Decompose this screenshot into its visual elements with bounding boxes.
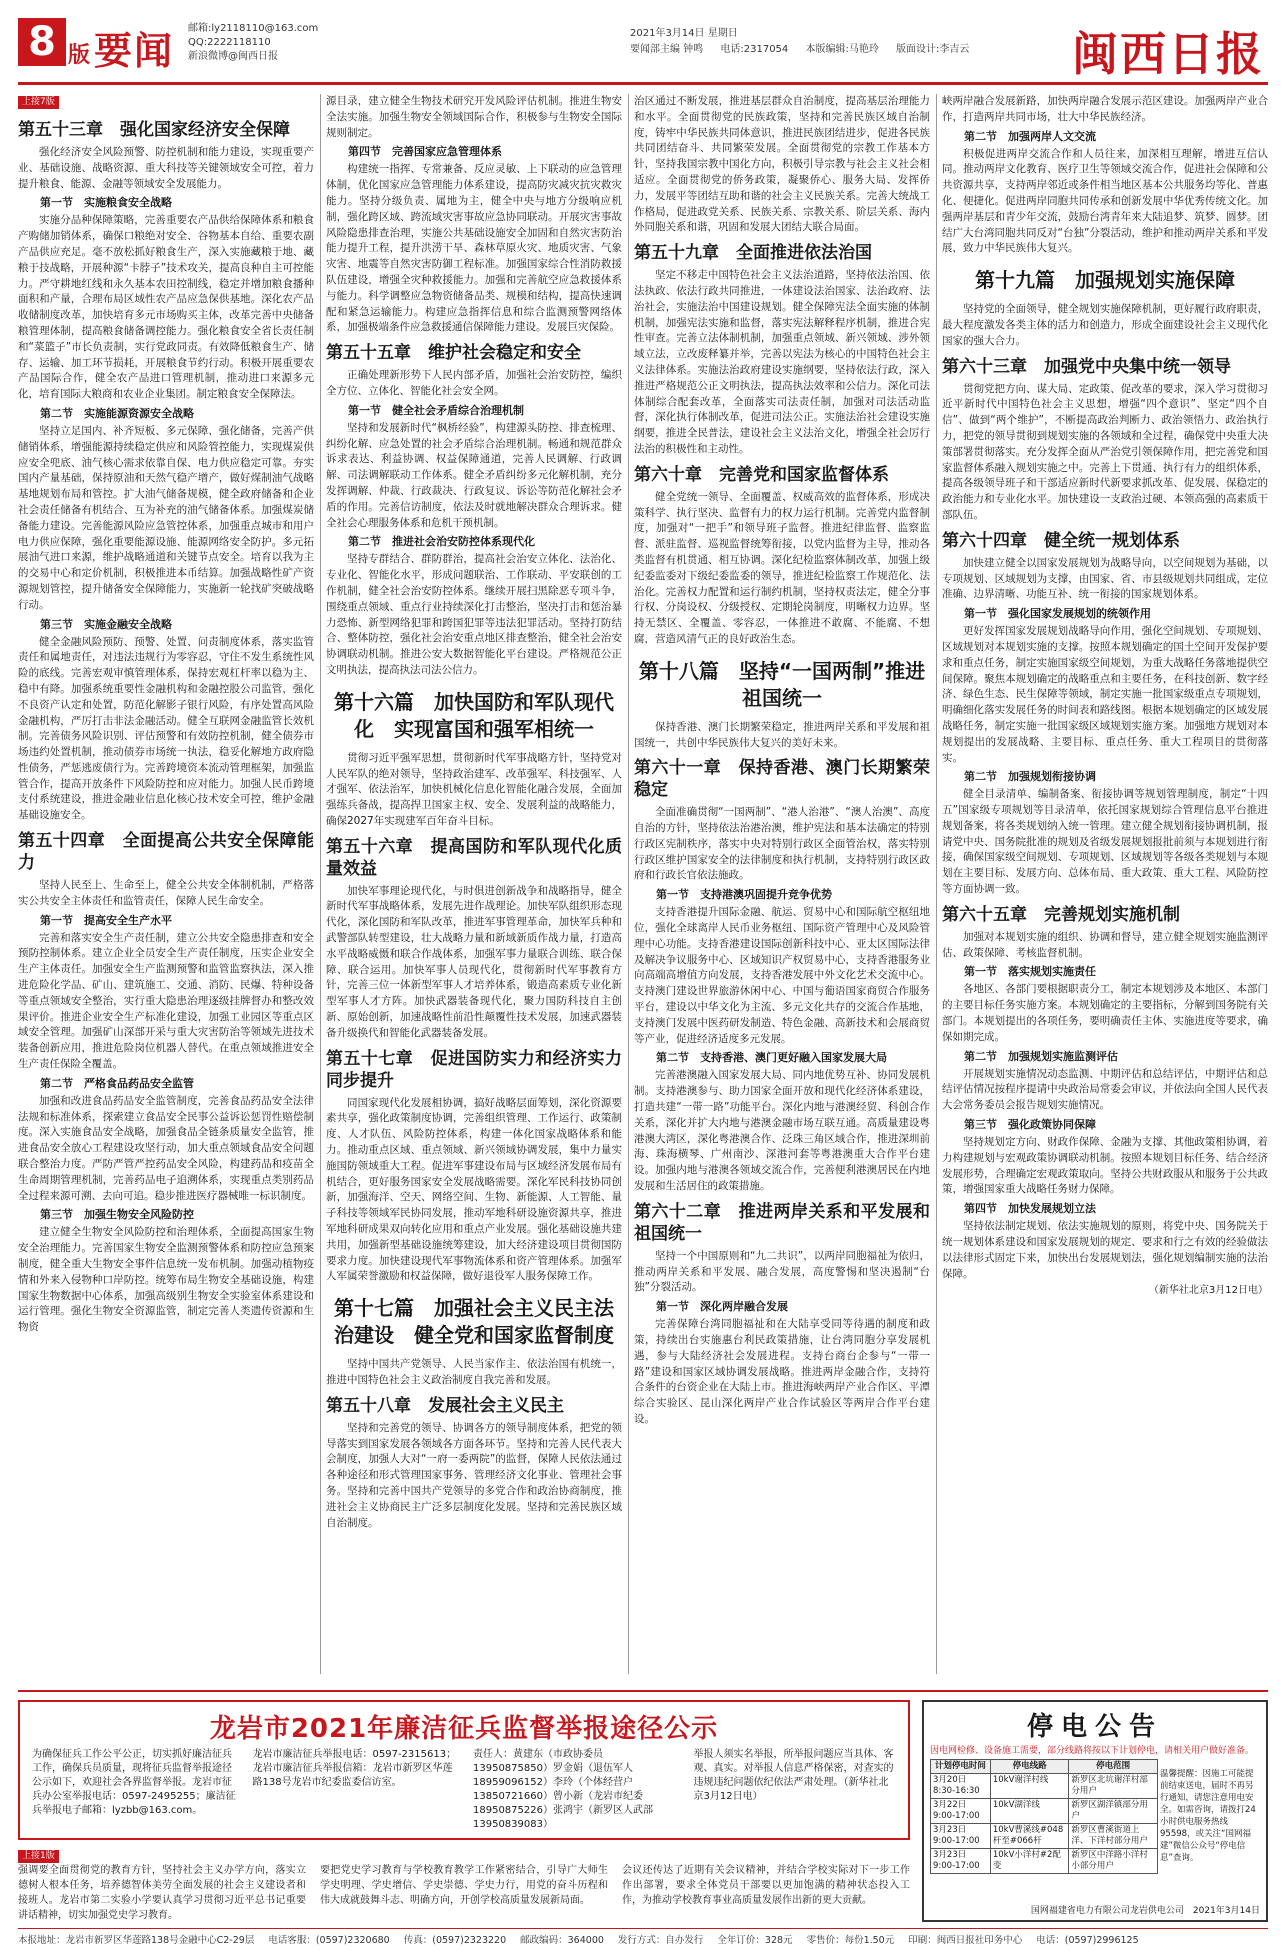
footer-postcode: 邮政编码：364000 xyxy=(520,1935,604,1946)
footer-service-phone: 电话客服：(0597)2320680 xyxy=(268,1935,390,1946)
article-column-3 xyxy=(634,94,930,1674)
section-heading: 第二节 加强规划实施监测评估 xyxy=(964,1049,1118,1063)
section-heading: 第一节 健全社会矛盾综合治理机制 xyxy=(348,403,524,417)
ad-block: 责任人：黄建东（市政协委员 13950875850）罗金娟（退伍军人 18959096152）李玲（个体经营户 13850721660）曾小新（龙岩市纪委 18950875226）张鸿宇（新罗区人武部 13950839083） xyxy=(473,1749,653,1830)
part-heading: 第十六篇 加快国防和军队现代化 实现富国和强军相统一 xyxy=(334,689,614,741)
section-title: 要闻 xyxy=(94,29,175,73)
section-heading: 第二节 加强两岸人文交流 xyxy=(964,129,1096,143)
outage-cell: 3月20日 8:30-16:30 xyxy=(931,1774,991,1799)
contact-qq: QQ:2222118110 xyxy=(188,37,271,48)
body-paragraph: 强化经济安全风险预警、防控机制和能力建设，实现重要产业、基础设施、战略资源、重大科技等关键领域安全可控，着力提升粮食、能源、金融等领域安全发展能力。 xyxy=(18,146,314,190)
body-paragraph: 坚持中国共产党领导、人民当家作主、依法治国有机统一，推进中国特色社会主义政治制度自我完善和发展。 xyxy=(326,1358,622,1387)
section-heading: 第二节 支持香港、澳门更好融入国家发展大局 xyxy=(656,1051,887,1065)
section-heading: 第二节 实施能源资源安全战略 xyxy=(40,406,194,420)
body-paragraph: 坚持立足国内、补齐短板、多元保障、强化储备，完善产供储销体系，增强能源持续稳定供应和风险管控能力，实现煤炭供应安全兜底、油气核心需求依靠自保、电力供应稳定可靠。夯实国内产量基础，保持原油和天然气稳产增产，做好煤制油气战略基地规划布局和管控。扩大油气储备规模，健全政府储备和企业社会责任储备有机结合、互为补充的油气储备体系。加强煤炭储备能力建设。完善能源风险应急管控体系，加强重点城市和用户电力供应保障，强化重要能源设施、能源网络安全防护。多元拓展油气进口来源，维护战略通道和关键节点安全。培育以我为主的交易中心和定价机制，积极推进本币结算。加强战略性矿产资源规划管控，提升储备安全保障能力，实施新一轮找矿突破战略行动。 xyxy=(18,424,314,611)
body-paragraph: 开展规划实施情况动态监测、中期评估和总结评估，中期评估和总结评估情况按程序提请中央政治局常委会审议，并依法向全国人民代表大会常务委员会报告规划实施情况。 xyxy=(942,1067,1268,1112)
ad-title: 龙岩市2021年廉洁征兵监督举报途径公示 xyxy=(209,1714,719,1744)
body-paragraph: 积极促进两岸交流合作和人员往来，加深相互理解，增进互信认同。推动两岸文化教育、医疗卫生等领域交流合作，促进社会保障和公共资源共享，支持两岸邻近或条件相当地区基本公共服务均等化、普惠化、便捷化。促进两岸同胞共同传承和创新发展中华优秀传统文化。加强两岸基层和青少年交流，鼓励台湾青年来大陆追梦、筑梦、圆梦。团结广大台湾同胞共同反对“台独”分裂活动，维护和推动两岸关系和平发展，致力中华民族伟大复兴。 xyxy=(942,147,1268,255)
editor-design: 版面设计:李吉云 xyxy=(896,44,970,55)
body-paragraph: 实施分品种保障策略，完善重要农产品供给保障体系和粮食产购储加销体系，确保口粮绝对安全、谷物基本自给、重要农副产品供应充足。毫不放松抓好粮食生产，深入实施藏粮于地、藏粮于技战略，开展种源“卡脖子”技术攻关，提高良种自主可控能力。严守耕地红线和永久基本农田控制线，稳定并增加粮食播种面积和产量，合理布局区域性农产品应急保供基地。深化农产品收储制度改革，加快培育多元市场购买主体，改革完善中央储备粮管理体制，提高粮食储备调控能力。强化粮食安全省长责任制和“菜篮子”市长负责制，实行党政同责。有效降低粮食生产、储存、运输、加工环节损耗，开展粮食节约行动。积极开展重要农产品国际合作，健全农产品进口管理机制，推动进口来源多元化，培育国际大粮商和农业企业集团。制定粮食安全保障法。 xyxy=(18,214,314,401)
outage-cell: 3月23日 9:00-17:00 xyxy=(931,1824,991,1849)
chapter-heading: 第六十一章 保持香港、澳门长期繁荣稳定 xyxy=(634,758,930,801)
column-divider xyxy=(320,94,321,1674)
contact-weibo: 新浪微博@闽西日报 xyxy=(188,51,278,62)
footer-fax: 传真：(0597)2323220 xyxy=(403,1935,507,1946)
article-column-4 xyxy=(942,94,1268,1674)
ad-block: 举报人须实名举报，所举报问题应当具体、客观、真实。对举报人信息严格保密，对查实的违规违纪问题依纪依法严肃处理。（新华社北京3月12日电） xyxy=(693,1749,894,1802)
body-paragraph: 加强对本规划实施的组织、协调和督导，建立健全规划实施监测评估、政策保障、考核监督机制。 xyxy=(942,930,1268,959)
brief-paragraph: 会议还传达了近期有关会议精神，并结合学校实际对下一步工作作出部署，要求全体党员干部要以更加饱满的精神状态投入工作，为推动学校教育事业高质量发展作出新的更大贡献。 xyxy=(622,1865,910,1906)
body-paragraph: 坚定不移走中国特色社会主义法治道路，坚持依法治国、依法执政、依法行政共同推进，一体建设法治国家、法治政府、法治社会，实施法治中国建设规划。健全保障宪法全面实施的体制机制，加强宪法实施和监督，落实宪法解释程序机制，推进合宪性审查。完善立法体制机制，加强重点领域、新兴领域、涉外领域立法，立改废释纂并举，完善以宪法为核心的中国特色社会主义法律体系。实施法治政府建设实施纲要，坚持依法行政，深入推进严格规范公正文明执法，提高执法效率和公信力。深化司法体制综合配套改革，全面落实司法责任制，加强对司法活动监督，深化执行体制改革，促进司法公正。实施法治社会建设实施纲要，推进全民普法，建设社会主义法治文化，增强全社会厉行法治的积极性和主动性。 xyxy=(634,269,930,455)
outage-title: 停电公告 xyxy=(1026,1712,1163,1742)
chapter-heading: 第五十八章 发展社会主义民主 xyxy=(326,1395,564,1416)
body-paragraph: 健全目录清单、编制备案、衔接协调等规划管理制度，制定“十四五”国家级专项规划等目录清单，依托国家规划综合管理信息平台推进规划备案，将各类规划纳入统一管理。建立健全规划衔接协调机制，报请党中央、国务院批准的规划及省级发展规划报批前须与本规划进行衔接，确保国家级空间规划、专项规划、区域规划等各级各类规划与本规划在主要目标、发展方向、总体布局、重大政策、重大工程、风险防控等方面协调一致。 xyxy=(942,788,1268,896)
body-paragraph: 峡两岸融合发展新路，加快两岸融合发展示范区建设。加强两岸产业合作，打造两岸共同市场，壮大中华民族经济。 xyxy=(942,95,1268,123)
body-paragraph: 贯彻习近平强军思想，贯彻新时代军事战略方针，坚持党对人民军队的绝对领导，坚持政治建军、改革强军、科技强军、人才强军、依法治军，加快机械化信息化智能化融合发展，全面加强练兵备战，提高捍卫国家主权、安全、发展利益的战略能力，确保2027年实现建军百年奋斗目标。 xyxy=(326,751,622,827)
chapter-heading: 第五十九章 全面推进依法治国 xyxy=(634,243,872,264)
continued-tag: 上接1版 xyxy=(18,1850,59,1863)
section-heading: 第三节 强化政策协同保障 xyxy=(964,1118,1096,1132)
outage-row xyxy=(931,1774,1158,1799)
body-paragraph: 源目录，建立健全生物技术研究开发风险评估机制。推进生物安全法实施。加强生物安全领域国际合作，积极参与生物安全国际规则制定。 xyxy=(326,95,622,139)
chapter-heading: 第六十章 完善党和国家监督体系 xyxy=(634,464,889,485)
footer-distribution: 发行方式：自办发行 xyxy=(617,1935,704,1946)
outage-cell: 10kV小洋村#2配变 xyxy=(990,1849,1068,1874)
body-paragraph: 坚持党的全面领导，健全规划实施保障机制，更好履行政府职责，最大程度激发各类主体的活力和创造力，形成全面建设社会主义现代化国家的强大合力。 xyxy=(942,303,1268,347)
section-heading: 第一节 落实规划实施责任 xyxy=(964,965,1096,979)
body-paragraph: 坚持依法制定规划、依法实施规划的原则，将党中央、国务院关于统一规划体系建设和国家发展规划的规定、要求和行之有效的经验做法以法律形式固定下来，加快出台发展规划法，强化规划编制实施的法治保障。 xyxy=(942,1220,1268,1280)
source-note: （新华社北京3月12日电） xyxy=(1148,1285,1268,1297)
body-paragraph: 坚持和发展新时代“枫桥经验”，构建源头防控、排查梳理、纠纷化解、应急处置的社会矛盾综合治理机制。畅通和规范群众诉求表达、利益协调、权益保障通道，完善人民调解、行政调解、司法调解联动工作体系。健全矛盾纠纷多元化解机制，充分发挥调解、仲裁、行政裁决、行政复议、诉讼等防范化解社会矛盾的作用。完善信访制度，依法及时就地解决群众合理诉求。健全社会心理服务体系和危机干预机制。 xyxy=(326,421,622,529)
body-paragraph: 坚持和完善党的领导、协调各方的领导制度体系，把党的领导落实到国家发展各领域各方面各环节。坚持和完善人民代表大会制度，加强人大对“一府一委两院”的监督，保障人民依法通过各种途径和形式管理国家事务、管理经济文化事业、管理社会事务。坚持和完善中国共产党领导的多党合作和政治协商制度，推进社会主义协商民主广泛多层制度化发展。坚持和完善民族区域自治制度。 xyxy=(326,1421,622,1529)
body-paragraph: 完善和落实安全生产责任制，建立公共安全隐患排查和安全预防控制体系。建立企业全员安全生产责任制度，压实企业安全生产主体责任。加强安全生产监测预警和监管监察执法，深入推进危险化学品、矿山、建筑施工、交通、消防、民爆、特种设备等重点领域安全整治，实行重大隐患治理逐级挂牌督办和整改效果评价。推进企业安全生产标准化建设，加强工业园区等重点区域安全管理。加强矿山深部开采与重大灾害防治等领域先进技术装备创新应用，推进危险岗位机器人替代。在重点领域推进安全生产责任保险全覆盖。 xyxy=(18,931,314,1071)
editor-credits xyxy=(630,26,983,58)
body-paragraph: 坚持人民至上、生命至上，健全公共安全体制机制，严格落实公共安全主体责任和监管责任，保障人民生命安全。 xyxy=(18,879,314,907)
body-paragraph: 保持香港、澳门长期繁荣稳定，推进两岸关系和平发展和祖国统一，共创中华民族伟大复兴的美好未来。 xyxy=(634,720,930,749)
ad-block: 龙岩市廉洁征兵举报电话：0597-2315613；龙岩市廉洁征兵举报信箱：龙岩市新罗区华莲路138号龙岩市纪委监委信访室。 xyxy=(252,1749,457,1788)
body-paragraph: 完善港澳融入国家发展大局、同内地优势互补、协同发展机制。支持港澳参与、助力国家全面开放和现代化经济体系建设，打造共建“一带一路”功能平台。深化内地与港澳经贸、科创合作关系，深化并扩大内地与港澳金融市场互联互通。高质量建设粤港澳大湾区，深化粤港澳合作、泛珠三角区域合作，推进深圳前海、珠海横琴、广州南沙、深港河套等粤港澳重大合作平台建设。加强内地与港澳各领域交流合作，完善便利港澳居民在内地发展和生活居住的政策措施。 xyxy=(634,1069,930,1193)
recruitment-notice-ad xyxy=(18,1700,910,1840)
bottom-news-brief xyxy=(18,1848,910,1922)
brief-paragraph: 要把党史学习教育与学校教育教学工作紧密结合，引导广大师生学史明理、学史增信、学史崇德、学史力行，用党的奋斗历程和伟大成就鼓舞斗志、明确方向，开创学校高质量发展新局面。 xyxy=(320,1865,608,1906)
page-footer xyxy=(18,1932,1268,1946)
footer-rule xyxy=(18,1928,1268,1929)
section-heading: 第四节 完善国家应急管理体系 xyxy=(348,145,502,159)
ad-body xyxy=(32,1748,898,1832)
chapter-heading: 第五十六章 提高国防和军队现代化质量效益 xyxy=(326,836,622,879)
body-paragraph: 坚持一个中国原则和“九二共识”，以两岸同胞福祉为依归，推动两岸关系和平发展、融合发展，高度警惕和坚决遏制“台独”分裂活动。 xyxy=(634,1249,930,1294)
body-paragraph: 构建统一指挥、专常兼备、反应灵敏、上下联动的应急管理体制，优化国家应急管理能力体系建设，提高防灾减灾抗灾救灾能力。坚持分级负责、属地为主，健全中央与地方分级响应机制，强化跨区域、跨流域灾害事故应急协同联动。开展灾害事故风险隐患排查治理，实施公共基础设施安全加固和自然灾害防治能力提升工程，提升洪涝干旱、森林草原火灾、地质灾害、气象灾害、地震等自然灾害防御工程标准。加强国家综合性消防救援队伍建设，增强全灾种救援能力。加强和完善航空应急救援体系与能力。科学调整应急物资储备品类、规模和结构，提高快速调配和紧急运输能力。构建应急指挥信息和综合监测预警网络体系，加强极端条件应急救援通信保障能力建设。发展巨灾保险。 xyxy=(326,163,622,334)
ads-rule xyxy=(18,1690,1268,1692)
newspaper-masthead: 闽西日报 xyxy=(1072,27,1264,81)
outage-cell: 3月22日 9:00-17:00 xyxy=(931,1799,991,1824)
footer-annual-price: 全年订价：328元 xyxy=(717,1935,793,1946)
section-heading: 第一节 强化国家发展规划的统领作用 xyxy=(964,607,1151,621)
section-heading: 第三节 加强生物安全风险防控 xyxy=(40,1208,194,1222)
ad-block: 为确保征兵工作公平公正，切实抓好廉洁征兵工作，确保兵员质量，现将征兵监督举报途径公示如下，欢迎社会各界监督举报。龙岩市征兵办公室举报电话：0597-2495255；廉洁征兵举报电子邮箱：lyzbb@163.com。 xyxy=(32,1749,236,1816)
outage-row xyxy=(931,1849,1158,1874)
part-heading: 第十七篇 加强社会主义民主法治建设 健全党和国家监督制度 xyxy=(334,1296,614,1348)
page-header xyxy=(18,18,1268,81)
power-outage-notice xyxy=(922,1700,1268,1922)
body-paragraph: 坚持专群结合、群防群治，提高社会治安立体化、法治化、专业化、智能化水平，形成问题联治、工作联动、平安联创的工作机制，健全社会治安防控体系。继续开展扫黑除恶专项斗争，围绕重点领域、重点行业持续深化打击整治，坚决打击和惩治暴力恐怖、新型网络犯罪和跨国犯罪等违法犯罪活动。坚持打防结合、整体防控，强化社会治安重点地区排查整治，健全社会治安协调联动机制。推进公安大数据智能化平台建设。严格规范公正文明执法，提高执法司法公信力。 xyxy=(326,553,622,676)
body-paragraph: 正确处理新形势下人民内部矛盾，加强社会治安防控，编织全方位、立体化、智能化社会安全网。 xyxy=(326,369,622,397)
chapter-heading: 第五十七章 促进国防实力和经济实力同步提升 xyxy=(326,1048,622,1091)
outage-row xyxy=(931,1824,1158,1849)
outage-table xyxy=(930,1759,1158,1874)
section-heading: 第一节 实施粮食安全战略 xyxy=(40,196,172,210)
body-paragraph: 健全金融风险预防、预警、处置、问责制度体系，落实监管责任和属地责任，对违法违规行为零容忍，守住不发生系统性风险的底线。完善宏观审慎管理体系，保持宏观杠杆率以稳为主、稳中有降。加强系统重要性金融机构和金融控股公司监管，强化不良资产认定和处置，防范化解影子银行风险，有序处置高风险金融机构，严厉打击非法金融活动。健全互联网金融监管长效机制。完善债务风险识别、评估预警和有效防控机制，健全债券市场违约处置机制，推动债券市场统一执法，稳妥化解地方政府隐性债务，严惩逃废债行为。完善跨境资本流动管理框架，加强监管合作，提高开放条件下风险防控和应对能力。加强人民币跨境支付系统建设，推进金融业信息化核心技术安全可控，维护金融基础设施安全。 xyxy=(18,635,314,822)
section-heading: 第一节 支持港澳巩固提升竞争优势 xyxy=(656,888,832,902)
outage-row xyxy=(931,1799,1158,1824)
body-paragraph: 加快建立健全以国家发展规划为战略导向，以空间规划为基础，以专项规划、区域规划为支撑，由国家、省、市县级规划共同组成，定位准确、边界清晰、功能互补、统一衔接的国家规划体系。 xyxy=(942,556,1268,601)
chapter-heading: 第五十四章 全面提高公共安全保障能力 xyxy=(18,831,314,874)
footer-retail-price: 零售价：每份1.50元 xyxy=(806,1935,895,1946)
outage-header-line: 停电线路 xyxy=(990,1760,1068,1774)
outage-cell: 新罗区曹溪街道上洋、下洋村部分用户 xyxy=(1069,1824,1158,1849)
outage-cell: 新罗区湖洋镇部分用户 xyxy=(1069,1799,1158,1824)
body-paragraph: 健全党统一领导、全面覆盖、权威高效的监督体系，形成决策科学、执行坚决、监督有力的权力运行机制。完善党内监督制度，加强对“一把手”和领导班子监督。推进纪律监督、监察监督、派驻监督、巡视监督统筹衔接，以党内监督为主导，推动各类监督有机贯通、相互协调。深化纪检监察体制改革，加强上级纪委监委对下级纪委监委的领导，推进纪检监察工作规范化、法治化。完善权力配置和运行制约机制，坚持权责法定，健全分事行权、分岗设权、分级授权、定期轮岗制度，明晰权力边界。坚持无禁区、全覆盖、零容忍，一体推进不敢腐、不能腐、不想腐，营造风清气正的良好政治生态。 xyxy=(634,490,930,645)
footer-printer-phone: 电话：(0597)2996125 xyxy=(1036,1935,1139,1946)
outage-cell: 10kV湖洋线 xyxy=(990,1799,1068,1824)
contact-email: 邮箱:ly2118110@163.com xyxy=(188,23,319,34)
section-heading: 第二节 严格食品药品安全监管 xyxy=(40,1076,194,1090)
chapter-heading: 第六十二章 推进两岸关系和平发展和祖国统一 xyxy=(634,1201,930,1244)
body-paragraph: 更好发挥国家发展规划战略导向作用，强化空间规划、专项规划、区域规划对本规划实施的支撑。按照本规划确定的国土空间开发保护要求和重点任务，制定实施国家级空间规划，为重大战略任务落地提供空间保障。聚焦本规划确定的战略重点和主要任务，在科技创新、数字经济、绿色生态、民生保障等领域，制定实施一批国家级重点专项规划，明确细化落实发展任务的时间表和路线图。根据本规划确定的区域发展战略任务，制定实施一批国家级区域规划实施方案。加强地方规划对本规划提出的发展战略、主要目标、重点任务、重大工程项目的贯彻落实。 xyxy=(942,625,1268,764)
outage-cell: 10kV曹溪线#048杆至#066杆 xyxy=(990,1824,1068,1849)
column-divider xyxy=(936,94,937,1674)
page-word: 版 xyxy=(68,43,91,68)
section-heading: 第一节 提高安全生产水平 xyxy=(40,913,172,927)
section-heading: 第三节 实施金融安全战略 xyxy=(40,617,172,631)
editor-chief: 要闻部主编 钟鸣 xyxy=(630,44,704,55)
outage-cell: 新罗区中洋路小洋村小部分用户 xyxy=(1069,1849,1158,1874)
header-rule xyxy=(18,82,1268,85)
body-paragraph: 各地区、各部门要根据职责分工，制定本规划涉及本地区、本部门的主要目标任务实施方案。本规划确定的主要指标，分解到国务院有关部门。本规划提出的各项任务，要明确责任主体、实施进度等要求，确保如期完成。 xyxy=(942,983,1268,1043)
body-paragraph: 同国家现代化发展相协调，搞好战略层面筹划，深化资源要素共享，强化政策制度协调，完善组织管理、工作运行、政策制度、人才队伍、风险防控体系，构建一体化国家战略体系和能力。推动重点区域、重点领域、新兴领域协调发展，集中力量实施国防领域重大工程。促进军事建设布局与区域经济发展布局有机结合，更好服务国家安全发展战略需要。深化军民科技协同创新，加强海洋、空天、网络空间、生物、新能源、人工智能、量子科技等领域军民协同发展，推动军地科研设施资源共享，推进军地科研成果双向转化应用和重点产业发展。强化基础设施共建共用，加强新型基础设施统筹建设，加大经济建设项目贯彻国防要求力度。加快建设现代军事物流体系和资产管理体系。加强军人军属荣誉激励和权益保障，做好退役军人服务保障工作。 xyxy=(326,1096,622,1283)
part-heading: 第十八篇 坚持“一国两制”推进祖国统一 xyxy=(638,658,926,710)
brief-paragraph: 强调要全面贯彻党的教育方针，坚持社会主义办学方向，落实立德树人根本任务，培养德智体美劳全面发展的社会主义建设者和接班人。龙岩市第二实验小学要认真学习贯彻习近平总书记重要讲话精神，切实加强党史学习教育。 xyxy=(18,1865,306,1921)
footer-address: 本报地址：龙岩市新罗区华莲路138号金融中心C2-29层 xyxy=(18,1935,255,1946)
chapter-heading: 第五十三章 强化国家经济安全保障 xyxy=(18,120,290,140)
body-paragraph: 坚持规划定方向、财政作保障、金融为支撑、其他政策相协调，着力构建规划与宏观政策协调联动机制。按照本规划目标任务、结合经济发展形势，合理确定宏观政策取向。坚持公共财政服从和服务于公共政策，增强国家重大战略任务财力保障。 xyxy=(942,1136,1268,1196)
chapter-heading: 第六十三章 加强党中央集中统一领导 xyxy=(942,356,1231,377)
chapter-heading: 第六十四章 健全统一规划体系 xyxy=(942,530,1180,551)
body-paragraph: 建立健全生物安全风险防控和治理体系，全面提高国家生物安全治理能力。完善国家生物安全监测预警体系和防控应急预案制度，健全重大生物安全事件信息统一发布机制。加强动植物疫情和外来入侵物种口岸防控。统筹布局生物安全基础设施，构建国家生物数据中心体系，加强高级别生物安全实验室体系建设和运行管理。强化生物安全资源监管，制定完善人类遗传资源和生物资 xyxy=(18,1226,314,1334)
section-heading: 第一节 深化两岸融合发展 xyxy=(656,1300,788,1314)
outage-cell: 新罗区北坑谢洋村部分用户 xyxy=(1069,1774,1158,1799)
section-heading: 第二节 加强规划衔接协调 xyxy=(964,770,1096,784)
column-divider xyxy=(628,94,629,1674)
body-paragraph: 完善保障台湾同胞福祉和在大陆享受同等待遇的制度和政策，持续出台实施惠台利民政策措施，让台湾同胞分享发展机遇，参与大陆经济社会发展进程。支持台商台企参与“一带一路”建设和国家区域协调发展战略。推进两岸金融合作，支持符合条件的台资企业在大陆上市。推进海峡两岸产业合作区、平潭综合实验区、昆山深化两岸产业合作试验区等两岸合作平台建设。 xyxy=(634,1318,930,1425)
outage-cell: 3月23日 9:00-17:00 xyxy=(931,1849,991,1874)
article-column-1 xyxy=(18,94,314,1674)
editor-page: 本版编辑:马艳玲 xyxy=(805,44,879,55)
outage-header-range: 停电范围 xyxy=(1069,1760,1158,1774)
outage-footer: 国网福建省电力有限公司龙岩供电公司 2021年3月14日 xyxy=(1030,1906,1260,1916)
body-paragraph: 支持香港提升国际金融、航运、贸易中心和国际航空枢纽地位，强化全球离岸人民币业务枢纽、国际资产管理中心及风险管理中心功能。支持香港建设国际创新科技中心、亚太区国际法律及解决争议服务中心、区域知识产权贸易中心，支持香港服务业向高端高增值方向发展，支持香港发展中外文化艺术交流中心。支持澳门建设世界旅游休闲中心、中国与葡语国家商贸合作服务平台，建设以中华文化为主流、多元文化共存的交流合作基地，支持澳门发展中医药研发制造、特色金融、高新技术和会展商贸等产业，促进经济适度多元发展。 xyxy=(634,906,930,1045)
body-paragraph: 治区通过不断发展，推进基层群众自治制度，提高基层治理能力和水平。全面贯彻党的民族政策，坚持和完善民族区域自治制度，铸牢中华民族共同体意识，推进民族团结进步，促进各民族共同团结奋斗、共同繁荣发展。全面贯彻党的宗教工作基本方针，坚持我国宗教中国化方向，积极引导宗教与社会主义社会相适应。全面贯彻党的侨务政策，凝聚侨心、服务大局、发挥侨力，发展平等团结互助和谐的社会主义民族关系。完善大统战工作格局，促进政党关系、民族关系、宗教关系、阶层关系、海内外同胞关系和谐，巩固和发展大团结大联合局面。 xyxy=(634,95,930,234)
issue-date: 2021年3月14日 星期日 xyxy=(630,28,738,39)
chapter-heading: 第五十五章 维护社会稳定和安全 xyxy=(326,343,581,364)
body-paragraph: 加强和改进食品药品安全监管制度，完善食品药品安全法律法规和标准体系，探索建立食品安全民事公益诉讼惩罚性赔偿制度。深入实施食品安全战略，加强食品全链条质量安全监管，推进食品安全放心工程建设攻坚行动，加大重点领域食品安全问题联合整治力度。严防严管严控药品安全风险，构建药品和疫苗全生命周期管理机制，完善药品电子追溯体系，实现重点类别药品全过程来源可溯、去向可追。稳步推进医疗器械唯一标识制度。 xyxy=(18,1094,314,1202)
body-paragraph: 全面准确贯彻“一国两制”、“港人治港”、“澳人治澳”、高度自治的方针，坚持依法治港治澳，维护宪法和基本法确定的特别行政区宪制秩序，落实中央对特别行政区全面管治权，落实特别行政区维护国家安全的法律制度和执行机制，支持特别行政区政府和行政长官依法施政。 xyxy=(634,806,930,882)
outage-header-time: 计划停电时间 xyxy=(931,1760,991,1774)
editor-phone: 电话:2317054 xyxy=(720,44,789,55)
outage-cell: 10kV谢洋村线 xyxy=(990,1774,1068,1799)
contact-info xyxy=(188,22,318,64)
outage-intro: 因电网检修、设备施工需要，部分线路将按以下计划停电，请相关用户做好准备。 xyxy=(930,1746,1255,1756)
section-heading: 第二节 推进社会治安防控体系现代化 xyxy=(348,535,535,549)
chapter-heading: 第六十五章 完善规划实施机制 xyxy=(942,904,1180,925)
part-heading: 第十九篇 加强规划实施保障 xyxy=(975,268,1235,293)
article-column-2 xyxy=(326,94,622,1674)
page-number-badge: 8 xyxy=(18,18,66,66)
outage-side-note: 温馨提醒：因施工可能提前结束送电，届时不再另行通知，请您注意用电安全。如需咨询，请拨打24小时供电服务热线95598，或关注“国网福建”微信公众号“停电信息”查询。 xyxy=(1160,1769,1256,1863)
body-paragraph: 加快军事理论现代化，与时俱进创新战争和战略指导，健全新时代军事战略体系，发展先进作战理论。加快军队组织形态现代化，深化国防和军队改革，推进军事管理革命，加快军兵种和武警部队转型建设，壮大战略力量和新域新质作战力量，打造高水平战略威慑和联合作战体系，加强军事力量联合训练、联合保障、联合运用。加快军事人员现代化，贯彻新时代军事教育方针，完善三位一体新型军事人才培养体系，锻造高素质专业化新型军事人才方阵。加快武器装备现代化，聚力国防科技自主创新、原始创新，加速战略性前沿性颠覆性技术发展，加速武器装备升级换代和智能化武器装备发展。 xyxy=(326,884,622,1039)
body-paragraph: 贯彻党把方向、谋大局、定政策、促改革的要求，深入学习贯彻习近平新时代中国特色社会主义思想，增强“四个意识”、坚定“四个自信”、做到“两个维护”，不断提高政治判断力、政治领悟力、政治执行力，把党的领导贯彻到规划实施的各领域和全过程，确保党中央重大决策部署贯彻落实。充分发挥全面从严治党引领保障作用，把完善党和国家监督体系融入规划实施之中。完善上下贯通、执行有力的组织体系，提高各级领导班子和干部适应新时代新要求抓改革、促发展、保稳定的政治能力和专业化水平。加快建设一支政治过硬、本领高强的高素质干部队伍。 xyxy=(942,382,1268,521)
section-heading: 第四节 加快发展规划立法 xyxy=(964,1202,1096,1216)
footer-printer: 印刷：闽西日报社印务中心 xyxy=(908,1935,1023,1946)
continued-tag: 上接7版 xyxy=(18,96,59,109)
